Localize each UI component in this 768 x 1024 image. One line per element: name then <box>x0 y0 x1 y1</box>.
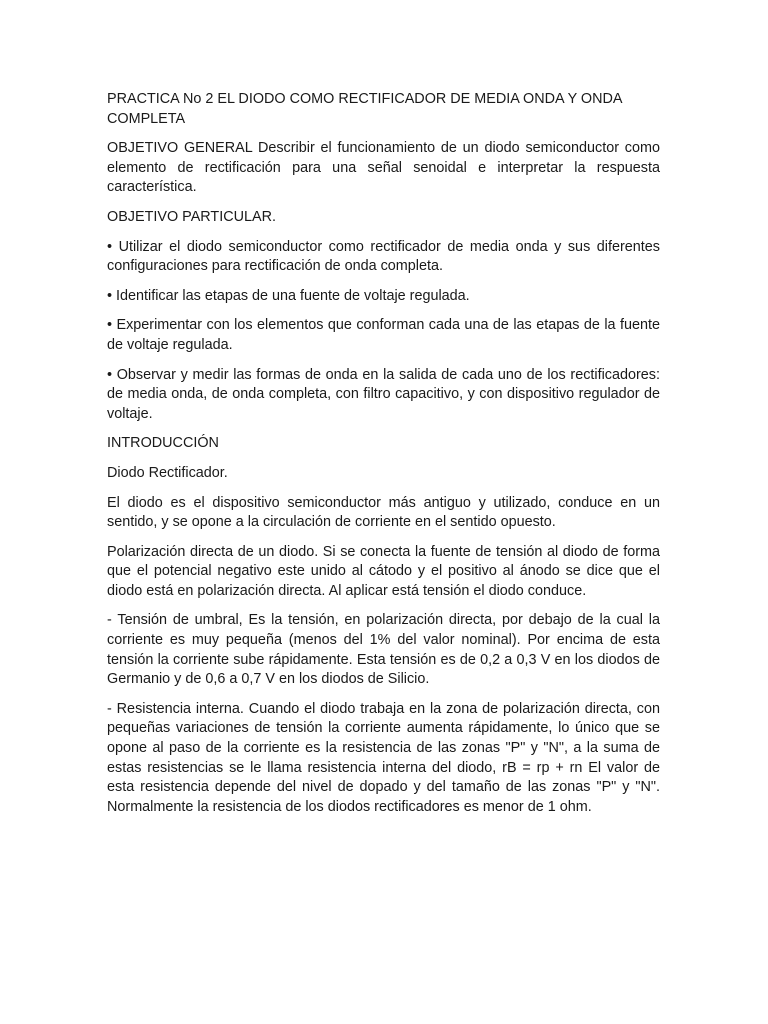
body-paragraph: - Resistencia interna. Cuando el diodo trabaja en la zona de polarización directa, con pequeñas variaciones de tensión la corriente aumenta rápidamente, lo único que se opone al paso de la corriente es la resistencia de las zonas "P" y "N", a la suma de estas resistencias se le llama resistencia interna del diodo, rB = rp + rn El valor de esta resistencia depende del nivel de dopado y del tamaño de las zonas "P" y "N". Normalmente la resistencia de los diodos rectificadores es menor de 1 ohm. <box>107 700 660 815</box>
body-paragraph: El diodo es el dispositivo semiconductor más antiguo y utilizado, conduce en un sentido, y se opone a la circulación de corriente en el sentido opuesto. <box>107 494 660 531</box>
document-title: PRACTICA No 2 EL DIODO COMO RECTIFICADOR DE MEDIA ONDA Y ONDA COMPLETA <box>107 91 622 127</box>
body-paragraph: - Tensión de umbral, Es la tensión, en polarización directa, por debajo de la cual la corriente es muy pequeña (menos del 1% del valor nominal). Por encima de esta tensión la corriente sube rápidamente. Esta tensión es de 0,2 a 0,3 V en los diodos de Germanio y de 0,6 a 0,7 V en los diodos de Silicio. <box>107 612 660 688</box>
diodo-rectificador-heading: Diodo Rectificador. <box>107 464 228 481</box>
bullet-item: • Experimentar con los elementos que conforman cada una de las etapas de la fuente de voltaje regulada. <box>107 317 660 353</box>
objetivo-particular-heading: OBJETIVO PARTICULAR. <box>107 208 276 225</box>
bullet-item: • Identificar las etapas de una fuente de voltaje regulada. <box>107 287 470 304</box>
objetivo-general-paragraph: OBJETIVO GENERAL Describir el funcionamiento de un diodo semiconductor como elemento de rectificación para una señal senoidal e interpretar la respuesta característica. <box>107 140 660 196</box>
bullet-item: • Utilizar el diodo semiconductor como rectificador de media onda y sus diferentes configuraciones para rectificación de onda completa. <box>107 238 660 275</box>
bullet-item: • Observar y medir las formas de onda en la salida de cada uno de los rectificadores: de media onda, de onda completa, con filtro capacitivo, y con dispositivo regulador de voltaje. <box>107 366 660 422</box>
introduccion-heading: INTRODUCCIÓN <box>107 435 219 452</box>
body-paragraph: Polarización directa de un diodo. Si se conecta la fuente de tensión al diodo de forma que el potencial negativo este unido al cátodo y el positivo al ánodo se dice que el diodo está en polarización directa. Al aplicar está tensión el diodo conduce. <box>107 543 660 599</box>
